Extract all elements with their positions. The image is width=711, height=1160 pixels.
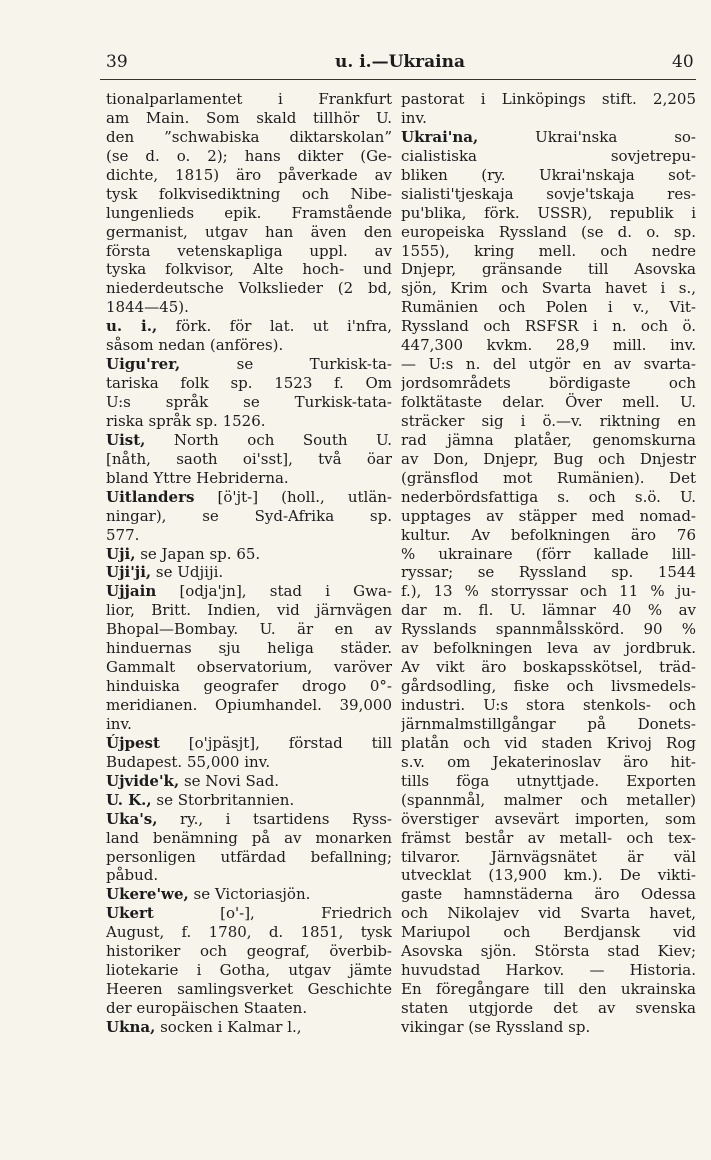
text-line: jordsområdets bördigaste och	[401, 374, 696, 393]
text-line: kultur. Av befolkningen äro 76	[401, 525, 696, 544]
text-line: historiker och geograf, överbib-	[106, 942, 392, 961]
text-line: 1844—45).	[106, 298, 189, 317]
text-line: sträcker sig i ö.—v. riktning en	[401, 411, 696, 430]
text-line: lungenlieds epik. Framstående	[106, 203, 392, 222]
text-line: järnmalmstillgångar på Donets-	[401, 714, 696, 733]
headword: Ukrai'na,	[401, 127, 479, 146]
text-line: tills föga utnyttjade. Exporten	[401, 771, 696, 790]
text-line: Mariupol och Berdjansk vid	[401, 923, 696, 942]
headword: U. K.,	[106, 790, 152, 809]
text-line: Uist, North och South U.	[106, 430, 392, 449]
text-line: meridianen. Opiumhandel. 39,000	[106, 696, 392, 714]
text-line: 447,300 kvkm. 28,9 mill. inv.	[401, 336, 696, 355]
text-line: tyska folkvisor, Alte hoch- und	[106, 260, 392, 279]
text-line: (gränsflod mot Rumänien). Det	[401, 468, 696, 487]
headword: Ujvide'k,	[106, 771, 180, 790]
text-line: överstiger avsevärt importen, som	[401, 809, 696, 828]
text-line: bliken (ry. Ukrai'nskaja sot-	[401, 165, 696, 184]
text-line: industri. U:s stora stenkols- och	[401, 696, 696, 714]
text-line: utvecklat (13,900 km.). De vikti-	[401, 866, 696, 885]
text-line: främst består av metall- och tex-	[401, 828, 696, 847]
text-line: (se d. o. 2); hans dikter (Ge-	[106, 146, 392, 165]
text-line: dichte, 1815) äro påverkade av	[106, 165, 392, 184]
text-line: Ujvide'k, se Novi Sad.	[106, 771, 280, 790]
text-line: riska språk sp. 1526.	[106, 411, 266, 430]
page-number-right: 40	[672, 52, 694, 72]
text-line: Ukert [o'-], Friedrich	[106, 904, 392, 923]
text-line: hinduernas sju heliga städer.	[106, 639, 392, 658]
text-line: Újpest [o'jpäsjt], förstad till	[106, 733, 392, 752]
text-line: f.), 13 % storryssar och 11 % ju-	[401, 582, 696, 601]
text-line: Bhopal—Bombay. U. är en av	[106, 620, 392, 639]
text-line: av Don, Dnjepr, Bug och Dnjestr	[401, 449, 696, 468]
left-column	[106, 90, 392, 1037]
headword: Uji'ji,	[106, 563, 152, 582]
text-line: En föregångare till den ukrainska	[401, 980, 696, 999]
text-line: Uji, se Japan sp. 65.	[106, 544, 261, 563]
text-line: Rysslands spannmålsskörd. 90 %	[401, 620, 696, 639]
text-line: av befolkningen leva av jordbruk.	[401, 639, 696, 658]
text-line: 577.	[106, 525, 140, 544]
text-line: lior, Britt. Indien, vid järnvägen	[106, 601, 392, 620]
text-line: dar m. fl. U. lämnar 40 % av	[401, 601, 696, 620]
text-line: gaste hamnstäderna äro Odessa	[401, 885, 696, 904]
text-line: personligen utfärdad befallning;	[106, 847, 392, 866]
text-line: påbud.	[106, 866, 159, 885]
page-header	[0, 0, 711, 80]
text-line: Uka's, ry., i tsartidens Ryss-	[106, 809, 392, 828]
text-line: U:s språk se Turkisk-tata-	[106, 393, 392, 411]
text-line: 1555), kring mell. och nedre	[401, 241, 696, 260]
text-line: Heeren samlingsverket Geschichte	[106, 980, 392, 999]
text-line: staten utgjorde det av svenska	[401, 999, 696, 1017]
text-line: u. i., förk. för lat. ut i'nfra,	[106, 317, 392, 336]
headword: u. i.,	[106, 317, 158, 336]
headword: Uitlanders	[106, 487, 195, 506]
text-line: germanist, utgav han även den	[106, 222, 392, 241]
text-line: vikingar (se Ryssland sp.	[401, 1017, 591, 1036]
text-line: den ”schwabiska diktarskolan”	[106, 127, 392, 146]
text-line: inv.	[401, 108, 427, 127]
text-line: am Main. Som skald tillhör U.	[106, 108, 392, 127]
text-line: tariska folk sp. 1523 f. Om	[106, 374, 392, 393]
text-line: ningar), se Syd-Afrika sp.	[106, 506, 392, 525]
text-line: inv.	[106, 714, 132, 733]
text-line: platån och vid staden Krivoj Rog	[401, 733, 696, 752]
text-line: nederbördsfattiga s. och s.ö. U.	[401, 487, 696, 506]
text-line: hinduiska geografer drogo 0°-	[106, 677, 392, 696]
text-line: folktätaste delar. Över mell. U.	[401, 393, 696, 411]
text-line: August, f. 1780, d. 1851, tysk	[106, 923, 392, 942]
text-line: Ukrai'na, Ukrai'nska so-	[401, 127, 696, 146]
text-line: Uitlanders [ö'jt-] (holl., utlän-	[106, 487, 392, 506]
text-line: tilvaror. Järnvägsnätet är väl	[401, 847, 696, 866]
text-line: europeiska Ryssland (se d. o. sp.	[401, 222, 696, 241]
text-line: Rumänien och Polen i v., Vit-	[401, 298, 696, 317]
headword: Uist,	[106, 430, 146, 449]
text-line: Uigu'rer, se Turkisk-ta-	[106, 355, 392, 374]
text-line: sjön, Krim och Svarta havet i s.,	[401, 279, 696, 298]
right-column	[401, 90, 696, 1037]
headword: Uigu'rer,	[106, 355, 181, 374]
text-line: bland Yttre Hebriderna.	[106, 468, 289, 487]
text-line: (spannmål, malmer och metaller)	[401, 790, 696, 809]
text-line: huvudstad Harkov. — Historia.	[401, 961, 696, 980]
text-line: och Nikolajev vid Svarta havet,	[401, 904, 696, 923]
text-line: pu'blika, förk. USSR), republik i	[401, 203, 696, 222]
text-line: såsom nedan (anföres).	[106, 336, 284, 355]
text-line: cialistiska sovjetrepu-	[401, 146, 696, 165]
text-line: upptages av stäpper med nomad-	[401, 506, 696, 525]
text-line: första vetenskapliga uppl. av	[106, 241, 392, 260]
text-line: pastorat i Linköpings stift. 2,205	[401, 90, 696, 108]
headword: Ukere'we,	[106, 885, 189, 904]
running-head: u. i.—Ukraina	[335, 52, 465, 72]
text-line: [nåth, saoth oi'sst], två öar	[106, 449, 392, 468]
page-number-left: 39	[106, 52, 128, 72]
text-line: niederdeutsche Volkslieder (2 bd,	[106, 279, 392, 298]
headword: Uji,	[106, 544, 136, 563]
headword: Uka's,	[106, 809, 158, 828]
text-line: rad jämna platåer, genomskurna	[401, 430, 696, 449]
text-line: land benämning på av monarken	[106, 828, 392, 847]
text-line: gårdsodling, fiske och livsmedels-	[401, 677, 696, 696]
text-line: Gammalt observatorium, varöver	[106, 658, 392, 677]
headword: Ujjain	[106, 582, 157, 601]
headword: Újpest	[106, 733, 160, 752]
text-line: s.v. om Jekaterinoslav äro hit-	[401, 752, 696, 771]
headword: Ukna,	[106, 1017, 156, 1036]
text-line: Av vikt äro boskapsskötsel, träd-	[401, 658, 696, 677]
text-line: tysk folkvisediktning och Nibe-	[106, 184, 392, 203]
text-line: Asovska sjön. Största stad Kiev;	[401, 942, 696, 961]
text-line: Uji'ji, se Udjiji.	[106, 563, 224, 582]
text-line: Ukna, socken i Kalmar l.,	[106, 1017, 302, 1036]
text-line: Ryssland och RSFSR i n. och ö.	[401, 317, 696, 336]
text-line: Ukere'we, se Victoriasjön.	[106, 885, 311, 904]
text-line: Ujjain [odja'jn], stad i Gwa-	[106, 582, 392, 601]
text-line: liotekarie i Gotha, utgav jämte	[106, 961, 392, 980]
text-line: Dnjepr, gränsande till Asovska	[401, 260, 696, 279]
text-line: Budapest. 55,000 inv.	[106, 752, 271, 771]
headword: Ukert	[106, 904, 154, 923]
text-line: % ukrainare (förr kallade lill-	[401, 544, 696, 563]
text-line: U. K., se Storbritannien.	[106, 790, 295, 809]
text-line: ryssar; se Ryssland sp. 1544	[401, 563, 696, 582]
text-line: der europäischen Staaten.	[106, 999, 308, 1017]
header-rule	[100, 79, 696, 80]
text-line: sialisti'tjeskaja sovje'tskaja res-	[401, 184, 696, 203]
text-line: tionalparlamentet i Frankfurt	[106, 90, 392, 108]
text-line: — U:s n. del utgör en av svarta-	[401, 355, 696, 374]
